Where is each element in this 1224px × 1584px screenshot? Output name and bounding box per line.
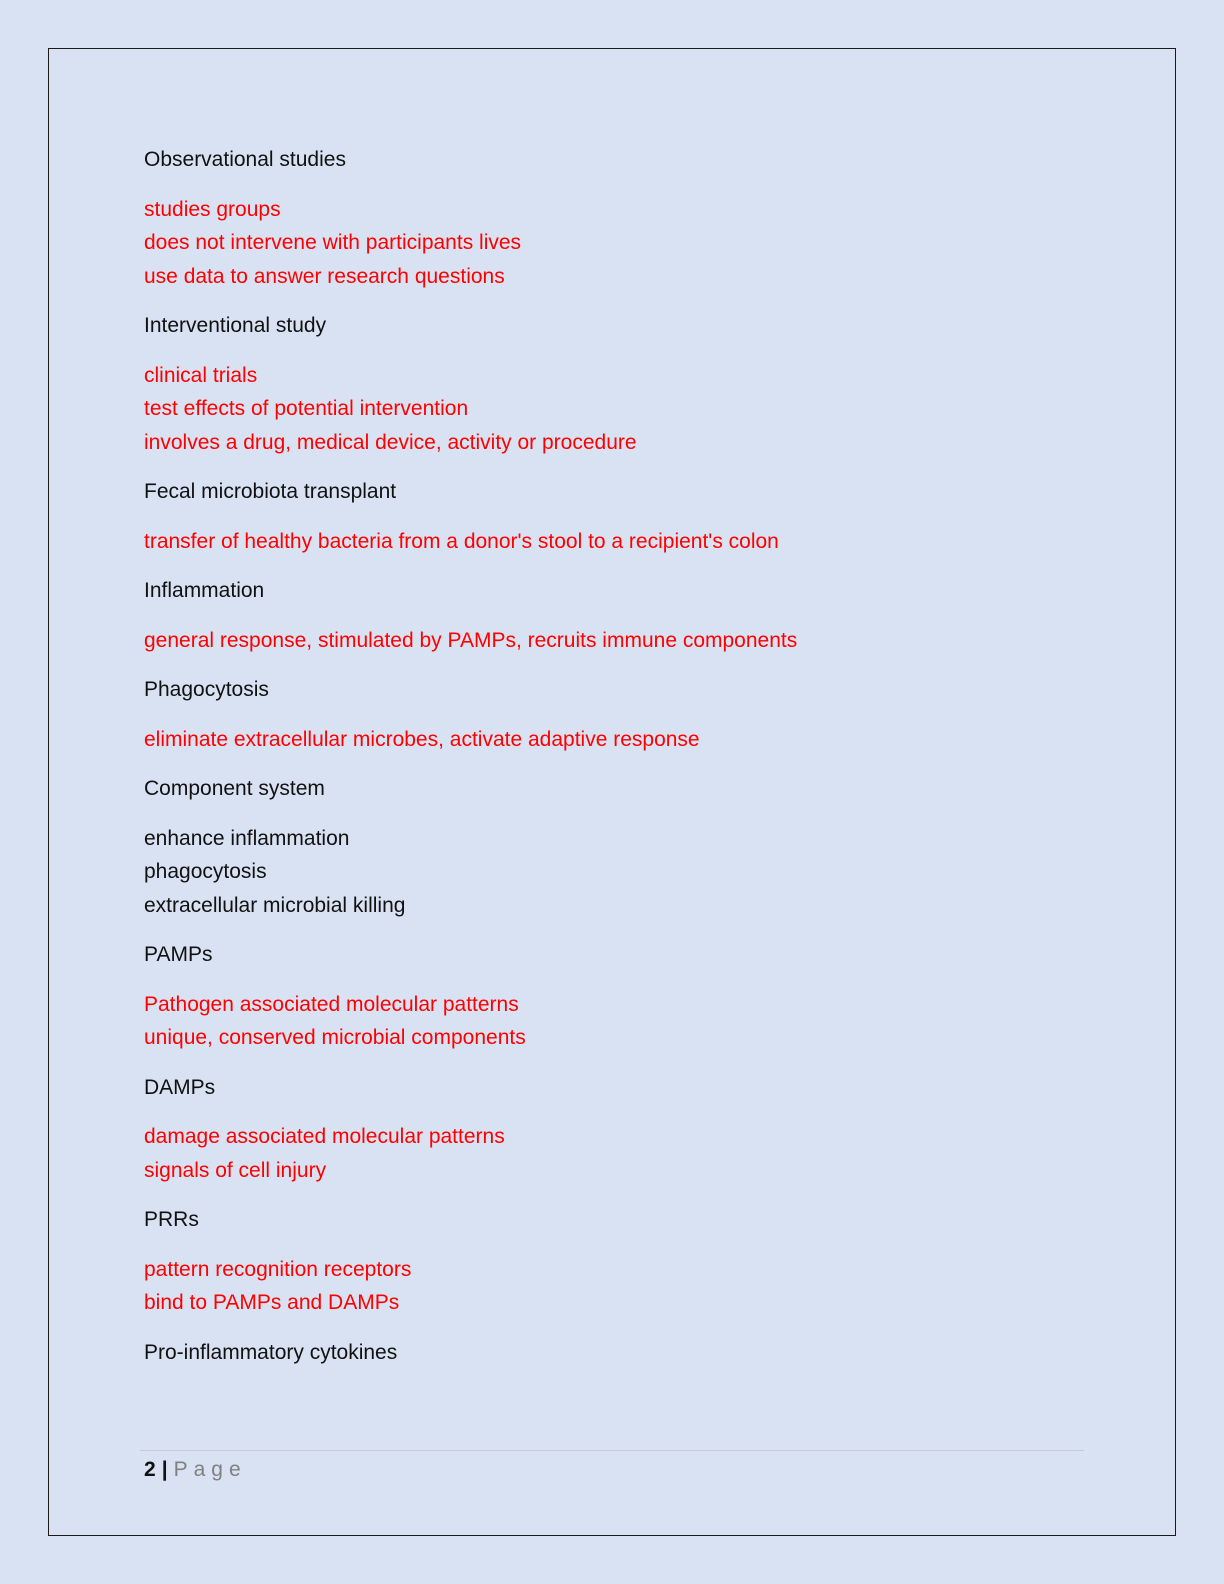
definition-line: use data to answer research questions [144, 264, 505, 288]
term-heading: Pro-inflammatory cytokines [144, 1340, 398, 1364]
definition-line: extracellular microbial killing [144, 893, 406, 917]
definition-line: pattern recognition receptors [144, 1257, 412, 1281]
definition-group [144, 193, 1084, 294]
definition-group [144, 525, 1084, 559]
definition-group [144, 1120, 1084, 1187]
definition-line: clinical trials [144, 363, 258, 387]
definition-line: enhance inflammation [144, 826, 350, 850]
definition-line: does not intervene with participants lives [144, 231, 522, 254]
footer-divider [140, 1450, 1084, 1451]
definition-line: bind to PAMPs and DAMPs [144, 1291, 400, 1314]
definition-line: studies groups [144, 197, 281, 221]
term-heading: Fecal microbiota transplant [144, 480, 397, 503]
term-heading: PRRs [144, 1208, 199, 1231]
definition-group [144, 624, 1084, 658]
definition-group [144, 723, 1084, 757]
term-heading: Phagocytosis [144, 678, 269, 701]
term-heading: Inflammation [144, 579, 265, 602]
definition-line: eliminate extracellular microbes, activate adaptive response [144, 727, 700, 751]
term-heading: PAMPs [144, 943, 213, 966]
page-number: 2 [144, 1458, 156, 1481]
term-heading: DAMPs [144, 1075, 216, 1099]
definition-group [144, 988, 1084, 1055]
definition-line: Pathogen associated molecular patterns [144, 992, 519, 1016]
definition-line: unique, conserved microbial components [144, 1026, 526, 1049]
definition-line: involves a drug, medical device, activity or procedure [144, 430, 637, 454]
page-label: Page [173, 1458, 247, 1481]
term-heading: Observational studies [144, 148, 346, 171]
definition-line: damage associated molecular patterns [144, 1125, 505, 1148]
document-body [144, 143, 1084, 1385]
definition-group [144, 822, 1084, 923]
page-separator: | [161, 1458, 168, 1481]
definition-line: phagocytosis [144, 860, 267, 883]
definition-group [144, 359, 1084, 460]
definition-line: general response, stimulated by PAMPs, recruits immune components [144, 628, 798, 652]
page-footer [144, 1455, 247, 1485]
term-heading: Interventional study [144, 314, 327, 337]
term-heading: Component system [144, 777, 325, 800]
definition-group [144, 1253, 1084, 1320]
definition-line: test effects of potential intervention [144, 397, 469, 420]
definition-line: transfer of healthy bacteria from a donor's stool to a recipient's colon [144, 529, 779, 553]
definition-line: signals of cell injury [144, 1158, 327, 1182]
